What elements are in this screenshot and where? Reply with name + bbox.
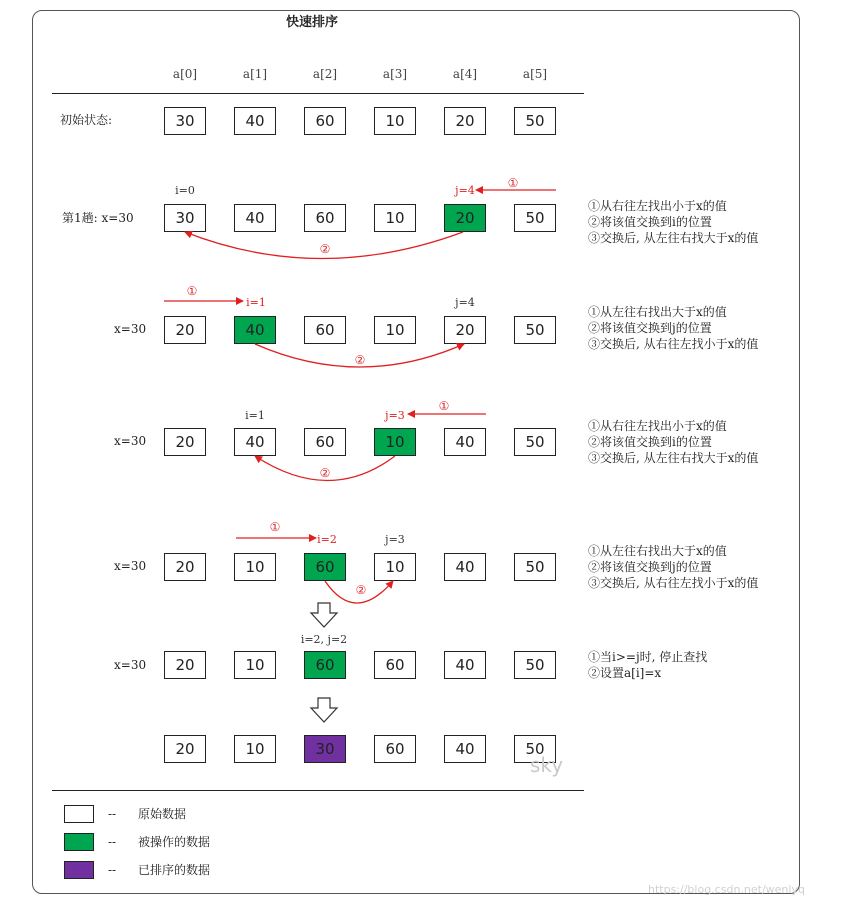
row1-note-1: ①从左往右找出大于x的值 — [588, 305, 727, 319]
row1-cell-1: 40 — [234, 316, 276, 344]
row3-note-1: ①从左往右找出大于x的值 — [588, 544, 727, 558]
legend-text-original: 原始数据 — [138, 807, 187, 821]
row1-cell-4: 20 — [444, 316, 486, 344]
legend-dash-operated: -- — [108, 835, 117, 849]
row2-note-2: ②将该值交换到i的位置 — [588, 435, 712, 449]
row0-swap-arrow — [185, 232, 463, 259]
row2-cell-0: 20 — [164, 428, 206, 456]
row1-step1-marker: ① — [186, 284, 198, 298]
row3-pointer-j: j=3 — [385, 533, 405, 546]
col-header-5: a[5] — [522, 67, 548, 81]
initial-cell-2: 60 — [304, 107, 346, 135]
row1-cell-5: 50 — [514, 316, 556, 344]
row3-label: x=30 — [114, 559, 147, 573]
row2-cell-2: 60 — [304, 428, 346, 456]
row0-cell-0: 30 — [164, 204, 206, 232]
row3-step1-marker: ① — [269, 520, 281, 534]
row3-cell-3: 10 — [374, 553, 416, 581]
row4-cell-5: 50 — [514, 651, 556, 679]
row5-cell-3: 60 — [374, 735, 416, 763]
diagram-title: 快速排序 — [286, 15, 339, 30]
row0-pointer-j: j=4 — [455, 184, 475, 197]
row2-step1-marker: ① — [438, 399, 450, 413]
row2-cell-1: 40 — [234, 428, 276, 456]
sky-watermark: sky — [530, 753, 564, 777]
row2-swap-arrow — [255, 456, 395, 481]
legend-dash-sorted: -- — [108, 863, 117, 877]
row5-cell-4: 40 — [444, 735, 486, 763]
row4-cell-3: 60 — [374, 651, 416, 679]
row2-pointer-j: j=3 — [385, 409, 405, 422]
legend-text-operated: 被操作的数据 — [138, 835, 211, 849]
row2-cell-3: 10 — [374, 428, 416, 456]
initial-cell-3: 10 — [374, 107, 416, 135]
row4-cell-1: 10 — [234, 651, 276, 679]
row2-label: x=30 — [114, 434, 147, 448]
row1-note-2: ②将该值交换到j的位置 — [588, 321, 712, 335]
url-watermark: https://blog.csdn.net/wenlyq — [648, 883, 805, 896]
row0-label: 第1趟: x=30 — [62, 211, 134, 225]
row3-cell-1: 10 — [234, 553, 276, 581]
row2-pointer-i: i=1 — [245, 409, 265, 422]
row3-note-2: ②将该值交换到j的位置 — [588, 560, 712, 574]
row2-step2-marker: ② — [319, 466, 331, 480]
row0-note-1: ①从右往左找出小于x的值 — [588, 199, 727, 213]
legend-dash-original: -- — [108, 807, 117, 821]
row0-note-3: ③交换后, 从左往右找大于x的值 — [588, 231, 759, 245]
row1-cell-3: 10 — [374, 316, 416, 344]
col-header-4: a[4] — [452, 67, 478, 81]
initial-cell-0: 30 — [164, 107, 206, 135]
row0-cell-1: 40 — [234, 204, 276, 232]
row4-note-2: ②设置a[i]=x — [588, 666, 662, 680]
row1-pointer-i: i=1 — [246, 296, 266, 309]
row1-cell-0: 20 — [164, 316, 206, 344]
row0-note-2: ②将该值交换到i的位置 — [588, 215, 712, 229]
row2-note-3: ③交换后, 从左往右找大于x的值 — [588, 451, 759, 465]
initial-cell-4: 20 — [444, 107, 486, 135]
col-header-1: a[1] — [242, 67, 268, 81]
col-header-0: a[0] — [172, 67, 198, 81]
down-arrow-1 — [311, 603, 337, 627]
initial-cell-1: 40 — [234, 107, 276, 135]
row0-pointer-i: i=0 — [175, 184, 195, 197]
col-header-3: a[3] — [382, 67, 408, 81]
row0-cell-4: 20 — [444, 204, 486, 232]
row0-cell-3: 10 — [374, 204, 416, 232]
row3-swap-arrow — [325, 581, 393, 603]
row0-step2-marker: ② — [319, 242, 331, 256]
row1-cell-2: 60 — [304, 316, 346, 344]
row3-step2-marker: ② — [355, 583, 367, 597]
row2-note-1: ①从右往左找出小于x的值 — [588, 419, 727, 433]
row4-label: x=30 — [114, 658, 147, 672]
row4-cell-4: 40 — [444, 651, 486, 679]
row0-cell-5: 50 — [514, 204, 556, 232]
initial-state-label: 初始状态: — [60, 113, 113, 127]
row3-cell-2: 60 — [304, 553, 346, 581]
row4-cell-0: 20 — [164, 651, 206, 679]
row2-cell-5: 50 — [514, 428, 556, 456]
row0-step1-marker: ① — [507, 176, 519, 190]
col-header-2: a[2] — [312, 67, 338, 81]
row4-pointer-ij: i=2, j=2 — [300, 633, 348, 646]
row5-cell-5: 50 — [514, 735, 556, 763]
row3-cell-5: 50 — [514, 553, 556, 581]
row0-cell-2: 60 — [304, 204, 346, 232]
row5-cell-2: 30 — [304, 735, 346, 763]
row1-pointer-j: j=4 — [455, 296, 475, 309]
row1-note-3: ③交换后, 从右往左找小于x的值 — [588, 337, 759, 351]
row1-step2-marker: ② — [354, 353, 366, 367]
row3-pointer-i: i=2 — [317, 533, 337, 546]
down-arrow-2 — [311, 698, 337, 722]
row3-note-3: ③交换后, 从右往左找小于x的值 — [588, 576, 759, 590]
row5-cell-1: 10 — [234, 735, 276, 763]
row4-note-1: ①当i>=j时, 停止查找 — [588, 650, 708, 664]
initial-cell-5: 50 — [514, 107, 556, 135]
row1-swap-arrow — [255, 344, 464, 367]
row3-cell-4: 40 — [444, 553, 486, 581]
row5-cell-0: 20 — [164, 735, 206, 763]
legend-text-sorted: 已排序的数据 — [138, 863, 211, 877]
row4-cell-2: 60 — [304, 651, 346, 679]
row2-cell-4: 40 — [444, 428, 486, 456]
row1-label: x=30 — [114, 322, 147, 336]
row3-cell-0: 20 — [164, 553, 206, 581]
